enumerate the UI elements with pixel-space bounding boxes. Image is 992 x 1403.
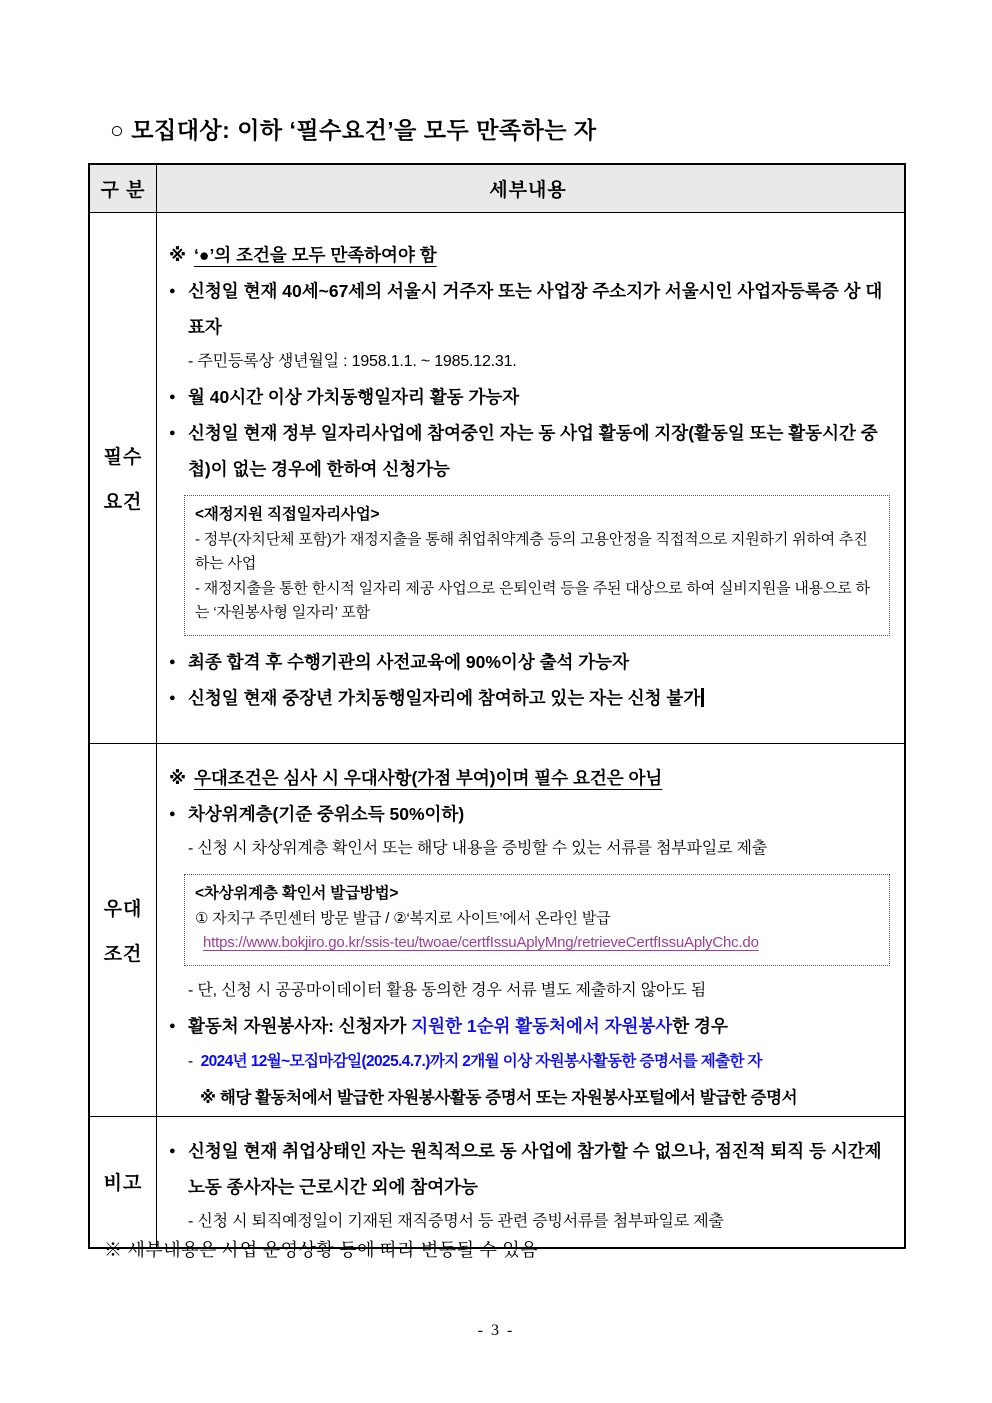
certificate-issue-box [184,874,890,966]
bullet-icon: ● [169,808,176,820]
required-bullet-training [166,644,890,680]
bullet-icon: ● [169,391,176,403]
table-row-preferred [90,743,904,1116]
table-row-remarks [90,1116,904,1247]
required-bullet-gov-program [166,415,890,487]
required-bullet-current-participant-text [188,680,890,716]
required-bullet-gov-program-text: 신청일 현재 정부 일자리사업에 참여중인 자는 동 사업 활동에 지장(활동일 또는 활동시간 중첩)이 없는 경우에 한하여 신청가능 [188,423,878,479]
preferred-note [166,760,890,796]
remarks-bullet-employed-text: 신청일 현재 취업상태인 자는 원칙적으로 동 사업에 참가할 수 없으나, 점진적 퇴직 등 시간제 노동 종사자는 근로시간 외에 참여가능 [188,1140,882,1197]
note-mark: ※ [169,768,187,788]
remarks-bullet-employed [166,1133,890,1205]
volunteer-text-pre: 활동처 자원봉사자: 신청자가 [188,1015,412,1036]
row-label-required [90,213,157,743]
bullet-icon: ● [169,285,176,297]
required-bullet-current-participant [166,680,890,716]
preferred-bullet-volunteer-text [188,1008,890,1044]
requirements-table [88,163,906,1249]
required-bullet-current-participant-inner: 신청일 현재 중장년 가치동행일자리에 참여하고 있는 자는 신청 불가 [188,687,701,708]
bullet-icon: ● [169,1019,176,1032]
bullet-icon: ● [169,427,176,439]
direct-job-program-box-title: <재정지원 직접일자리사업> [195,506,380,523]
volunteer-period-text: 2024년 12월~모집마감일(2025.4.7.)까지 2개월 이상 자원봉사활동한 증명서를 제출한 자 [200,1052,762,1070]
row-label-remarks-line1: 비고 [103,1173,143,1194]
bullet-icon: ● [169,691,176,704]
header-col-details [157,165,904,212]
preferred-bullet-income [166,796,890,832]
required-note [166,237,890,273]
bullet-icon: ● [169,1144,176,1157]
dash-mark: - [188,1052,193,1070]
page-number: - 3 - [477,1322,515,1339]
direct-job-program-box-line2: - 재정지출을 통한 한시적 일자리 제공 사업으로 은퇴인력 등을 주된 대상으로 하여 실비지원을 내용으로 하는 ‘자원봉사형 일자리’ 포함 [195,579,870,621]
required-note-text: ‘●’의 조건을 모두 만족하여야 함 [194,245,437,265]
direct-job-program-box [184,495,890,636]
table-header-row [90,165,904,212]
preferred-sub-mydata: - 단, 신청 시 공공마이데이터 활용 동의한 경우 서류 별도 제출하지 않아도 됨 [188,981,706,999]
bullet-icon: ● [169,655,176,668]
required-bullet-age [166,273,890,345]
bokjiro-link[interactable]: https://www.bokjiro.go.kr/ssis-teu/twoae/certfIssuAplyMng/retrieveCertfIssuAplyChc.do [203,934,759,951]
required-bullet-training-text: 최종 합격 후 수행기관의 사전교육에 90%이상 출석 가능자 [188,651,629,672]
table-row-required [90,212,904,743]
preferred-bullet-volunteer [166,1008,890,1044]
row-content-remarks [157,1117,904,1247]
preferred-sub-certificate: - 신청 시 차상위계층 확인서 또는 해당 내용을 증빙할 수 있는 서류를 첨부파일로 제출 [188,840,768,857]
row-label-preferred-line1: 우대 [103,898,143,920]
required-bullet-age-text: 신청일 현재 40세~67세의 서울시 거주자 또는 사업장 주소지가 서울시인 사업자등록증 상 대표자 [188,281,883,337]
volunteer-text-post: 한 경우 [672,1015,728,1036]
required-bullet-hours-text: 월 40시간 이상 가치동행일자리 활동 가능자 [188,387,520,407]
row-label-remarks [90,1117,157,1247]
text-cursor-artifact [701,688,704,707]
row-content-required [157,213,904,743]
row-label-preferred-line2: 조건 [103,943,143,965]
direct-job-program-box-line1: - 정부(자치단체 포함)가 재정지출을 통해 취업취약계층 등의 고용안정을 직접적으로 지원하기 위하여 추진하는 사업 [195,530,868,572]
preferred-sub-volunteer-period [166,1044,890,1080]
preferred-sub-certificate-source: ※ 해당 활동처에서 발급한 자원봉사활동 증명서 또는 자원봉사포털에서 발급한 증명서 [200,1088,798,1107]
required-sub-birthdate: - 주민등록상 생년월일 : 1958.1.1. ~ 1985.12.31. [188,353,517,370]
header-col-category [90,165,157,212]
page-title: ○ 모집대상: 이하 ‘필수요건’을 모두 만족하는 자 [110,117,597,143]
remarks-sub-documents: - 신청 시 퇴직예정일이 기재된 재직증명서 등 관련 증빙서류를 첨부파일로 제출 [188,1212,724,1230]
certificate-issue-box-line1: ① 자치구 주민센터 방문 발급 / ②‘복지로 사이트’에서 온라인 발급 [195,909,611,927]
row-label-preferred [90,744,157,1116]
header-col-category-label: 구 분 [100,180,146,201]
volunteer-text-highlight: 지원한 1순위 활동처에서 자원봉사 [411,1015,673,1036]
preferred-note-text: 우대조건은 심사 시 우대사항(가점 부여)이며 필수 요건은 아님 [194,768,663,788]
header-col-details-label: 세부내용 [489,180,567,201]
row-label-required-line1: 필수 [103,447,143,468]
required-bullet-hours [166,379,890,415]
note-mark: ※ [169,245,187,265]
certificate-issue-box-title: <차상위계층 확인서 발급방법> [195,885,399,902]
preferred-bullet-income-text: 차상위계층(기준 중위소득 50%이하) [188,804,465,824]
footer-note: ※ 세부내용은 사업 운영상황 등에 따라 변동될 수 있음 [104,1240,539,1260]
row-label-required-line2: 요건 [103,492,143,513]
row-content-preferred [157,744,904,1116]
